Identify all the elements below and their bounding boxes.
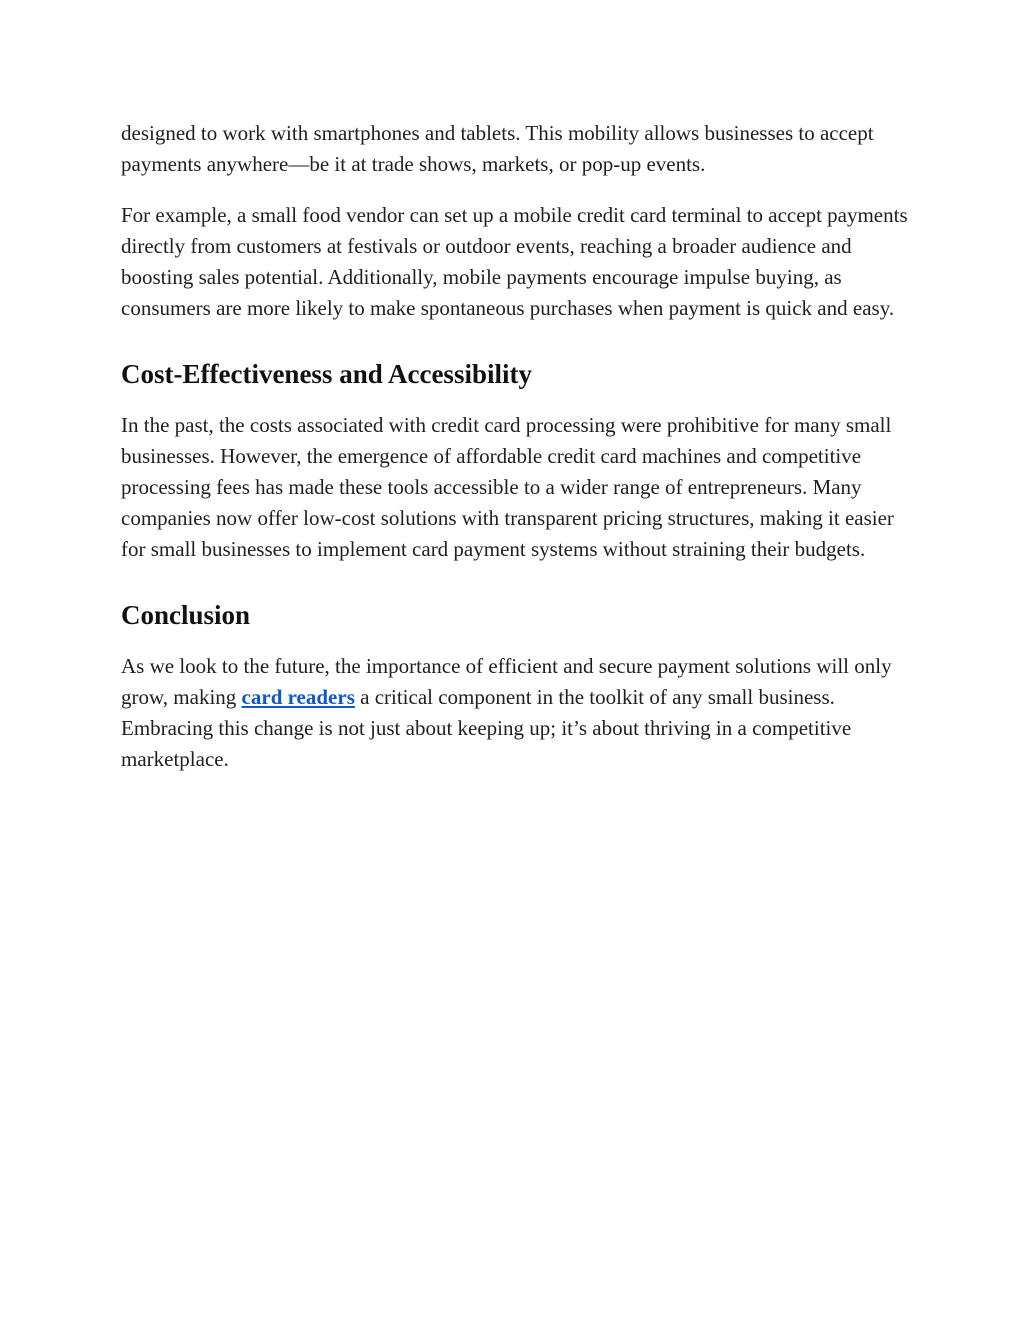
intro-paragraph: designed to work with smartphones and tablets. This mobility allows businesses to accept payments anywhere—be it at trade shows, markets, or pop-up events. bbox=[121, 121, 874, 176]
conclusion-text-start: As we look to the future, the importance of efficient and secure payment solutions will only grow, making bbox=[121, 654, 892, 709]
conclusion-text-end: a critical component in the toolkit of any small business. Embracing this change is not just about keeping up; it’s about thriving in a competitive marketplace. bbox=[121, 685, 852, 771]
example-paragraph: For example, a small food vendor can set up a mobile credit card terminal to accept payments directly from customers at festivals or outdoor events, reaching a broader audience and boosting sales potential. Additionally, mobile payments encourage impulse buying, as consumers are more likely to make spontaneous purchases when payment is quick and easy. bbox=[121, 203, 908, 320]
card-readers-link[interactable]: card readers bbox=[241, 685, 355, 709]
conclusion-paragraph bbox=[121, 651, 911, 775]
conclusion-heading: Conclusion bbox=[121, 600, 251, 630]
document-page bbox=[121, 118, 911, 775]
cost-effectiveness-heading: Cost-Effectiveness and Accessibility bbox=[121, 359, 532, 389]
cost-paragraph: In the past, the costs associated with credit card processing were prohibitive for many small businesses. However, the emergence of affordable credit card machines and competitive processing fees has made these tools accessible to a wider range of entrepreneurs. Many companies now offer low-cost solutions with transparent pricing structures, making it easier for small businesses to implement card payment systems without straining their budgets. bbox=[121, 413, 894, 561]
